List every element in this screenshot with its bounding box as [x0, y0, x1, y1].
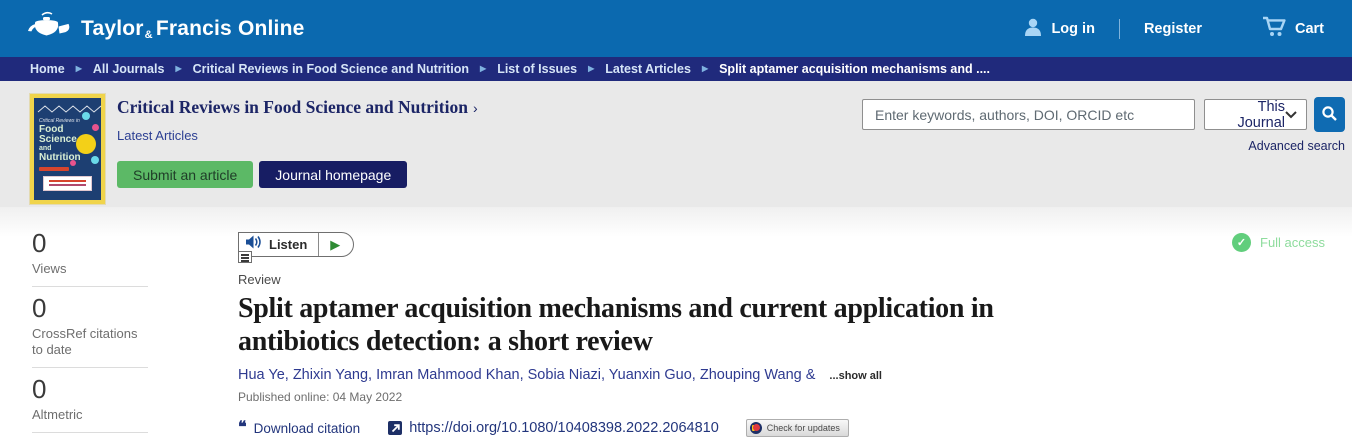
- breadcrumb-arrow-icon: ▶: [701, 64, 709, 73]
- search-scope-value: This Journal: [1237, 98, 1285, 131]
- cover-editor-bar: [39, 167, 69, 171]
- altmetric-metric: [32, 376, 148, 433]
- breadcrumb-journal[interactable]: Critical Reviews in Food Science and Nutrition: [192, 62, 470, 76]
- check-for-updates-badge[interactable]: [746, 419, 849, 437]
- taylor-francis-logo[interactable]: [26, 11, 305, 47]
- cart-link[interactable]: [1262, 16, 1324, 41]
- metrics-sidebar: [32, 230, 148, 441]
- search-area: [862, 99, 1345, 155]
- crossmark-icon: [750, 422, 762, 434]
- show-all-authors-button[interactable]: ...show all: [829, 370, 882, 382]
- cart-icon: [1262, 16, 1287, 41]
- altmetric-count: 0: [32, 374, 47, 404]
- cover-journal-name: Critical Reviews in: [39, 118, 80, 124]
- journal-cover[interactable]: [30, 94, 105, 204]
- article-content: [238, 232, 1003, 437]
- doi-link[interactable]: [388, 420, 719, 436]
- register-link[interactable]: [1144, 21, 1202, 37]
- teapot-logo-icon: [26, 11, 72, 47]
- submit-article-button[interactable]: Submit an article: [117, 161, 253, 188]
- breadcrumb-home[interactable]: Home: [30, 62, 65, 76]
- cover-molecule-dot: [92, 124, 99, 131]
- register-label: Register: [1143, 20, 1202, 37]
- cover-title: Food Science and Nutrition: [39, 124, 81, 163]
- search-input[interactable]: [862, 99, 1195, 130]
- journal-buttons: [117, 161, 478, 188]
- citation-row: [238, 419, 1003, 437]
- crossref-metric: [32, 295, 148, 368]
- full-access-badge: [1232, 233, 1325, 252]
- chevron-down-icon: [1285, 107, 1297, 123]
- topnav-actions: [1023, 16, 1324, 41]
- listen-label: Listen: [269, 237, 308, 252]
- login-link[interactable]: [1023, 17, 1095, 41]
- article-type-label: Review: [238, 272, 281, 287]
- download-citation-label: Download citation: [253, 420, 361, 436]
- listen-button[interactable]: [238, 232, 354, 257]
- breadcrumb-arrow-icon: ▶: [75, 64, 82, 73]
- cover-issue-box: [43, 176, 92, 191]
- breadcrumb-arrow-icon: ▶: [175, 64, 182, 73]
- cover-molecule-dot: [91, 156, 99, 164]
- breadcrumb: [0, 57, 1352, 81]
- download-citation-link[interactable]: [238, 420, 360, 436]
- journal-header-band: [0, 81, 1352, 207]
- search-icon: [1321, 105, 1338, 125]
- checkmark-icon: ✓: [1232, 233, 1251, 252]
- advanced-search-link[interactable]: Advanced search: [1248, 139, 1345, 153]
- molecule-chain-graphic: [38, 103, 104, 115]
- quote-icon: ❝: [238, 419, 247, 436]
- journal-homepage-button[interactable]: Journal homepage: [259, 161, 407, 188]
- top-navbar: [0, 0, 1352, 57]
- views-count: 0: [32, 228, 47, 258]
- play-icon[interactable]: ▶: [330, 237, 341, 252]
- crossref-label: CrossRef citations to date: [32, 326, 138, 357]
- person-icon: [1023, 17, 1043, 41]
- breadcrumb-list-of-issues[interactable]: List of Issues: [497, 62, 578, 76]
- brand-text: Taylor& Francis Online: [81, 16, 305, 41]
- article-main: [0, 207, 1352, 436]
- readspeaker-menu-icon[interactable]: [238, 251, 252, 263]
- breadcrumb-latest-articles[interactable]: Latest Articles: [605, 62, 691, 76]
- breadcrumb-arrow-icon: ▶: [480, 64, 487, 73]
- cart-label: Cart: [1294, 20, 1324, 37]
- cover-molecule-dot: [82, 112, 90, 120]
- crossref-count: 0: [32, 293, 47, 323]
- journal-info: [117, 97, 478, 188]
- full-access-label: Full access: [1260, 235, 1326, 250]
- views-metric: [32, 230, 148, 287]
- doi-text: https://doi.org/10.1080/10408398.2022.2064810: [409, 420, 719, 436]
- search-button[interactable]: [1314, 97, 1345, 132]
- search-scope-select[interactable]: [1204, 99, 1307, 130]
- chevron-right-icon: ›: [472, 100, 478, 116]
- nav-divider: [1119, 19, 1120, 39]
- authors-row: [238, 367, 1003, 383]
- views-label: Views: [32, 261, 67, 276]
- breadcrumb-all-journals[interactable]: All Journals: [92, 62, 165, 76]
- breadcrumb-arrow-icon: ▶: [588, 64, 595, 73]
- breadcrumb-current-article: Split aptamer acquisition mechanisms and ....: [719, 62, 990, 76]
- altmetric-label: Altmetric: [32, 407, 83, 422]
- login-label: Log in: [1051, 20, 1095, 37]
- article-title: Split aptamer acquisition mechanisms and current application in antibiotics detection: a short review: [238, 293, 994, 357]
- latest-articles-link[interactable]: Latest Articles: [117, 128, 198, 143]
- external-link-icon: [388, 421, 402, 435]
- author-list[interactable]: Hua Ye, Zhixin Yang, Imran Mahmood Khan, Sobia Niazi, Yuanxin Guo, Zhouping Wang &: [238, 367, 816, 383]
- journal-title-link[interactable]: Critical Reviews in Food Science and Nutrition ›: [117, 97, 478, 117]
- published-date: Published online: 04 May 2022: [238, 390, 403, 404]
- check-for-updates-label: Check for updates: [766, 423, 840, 433]
